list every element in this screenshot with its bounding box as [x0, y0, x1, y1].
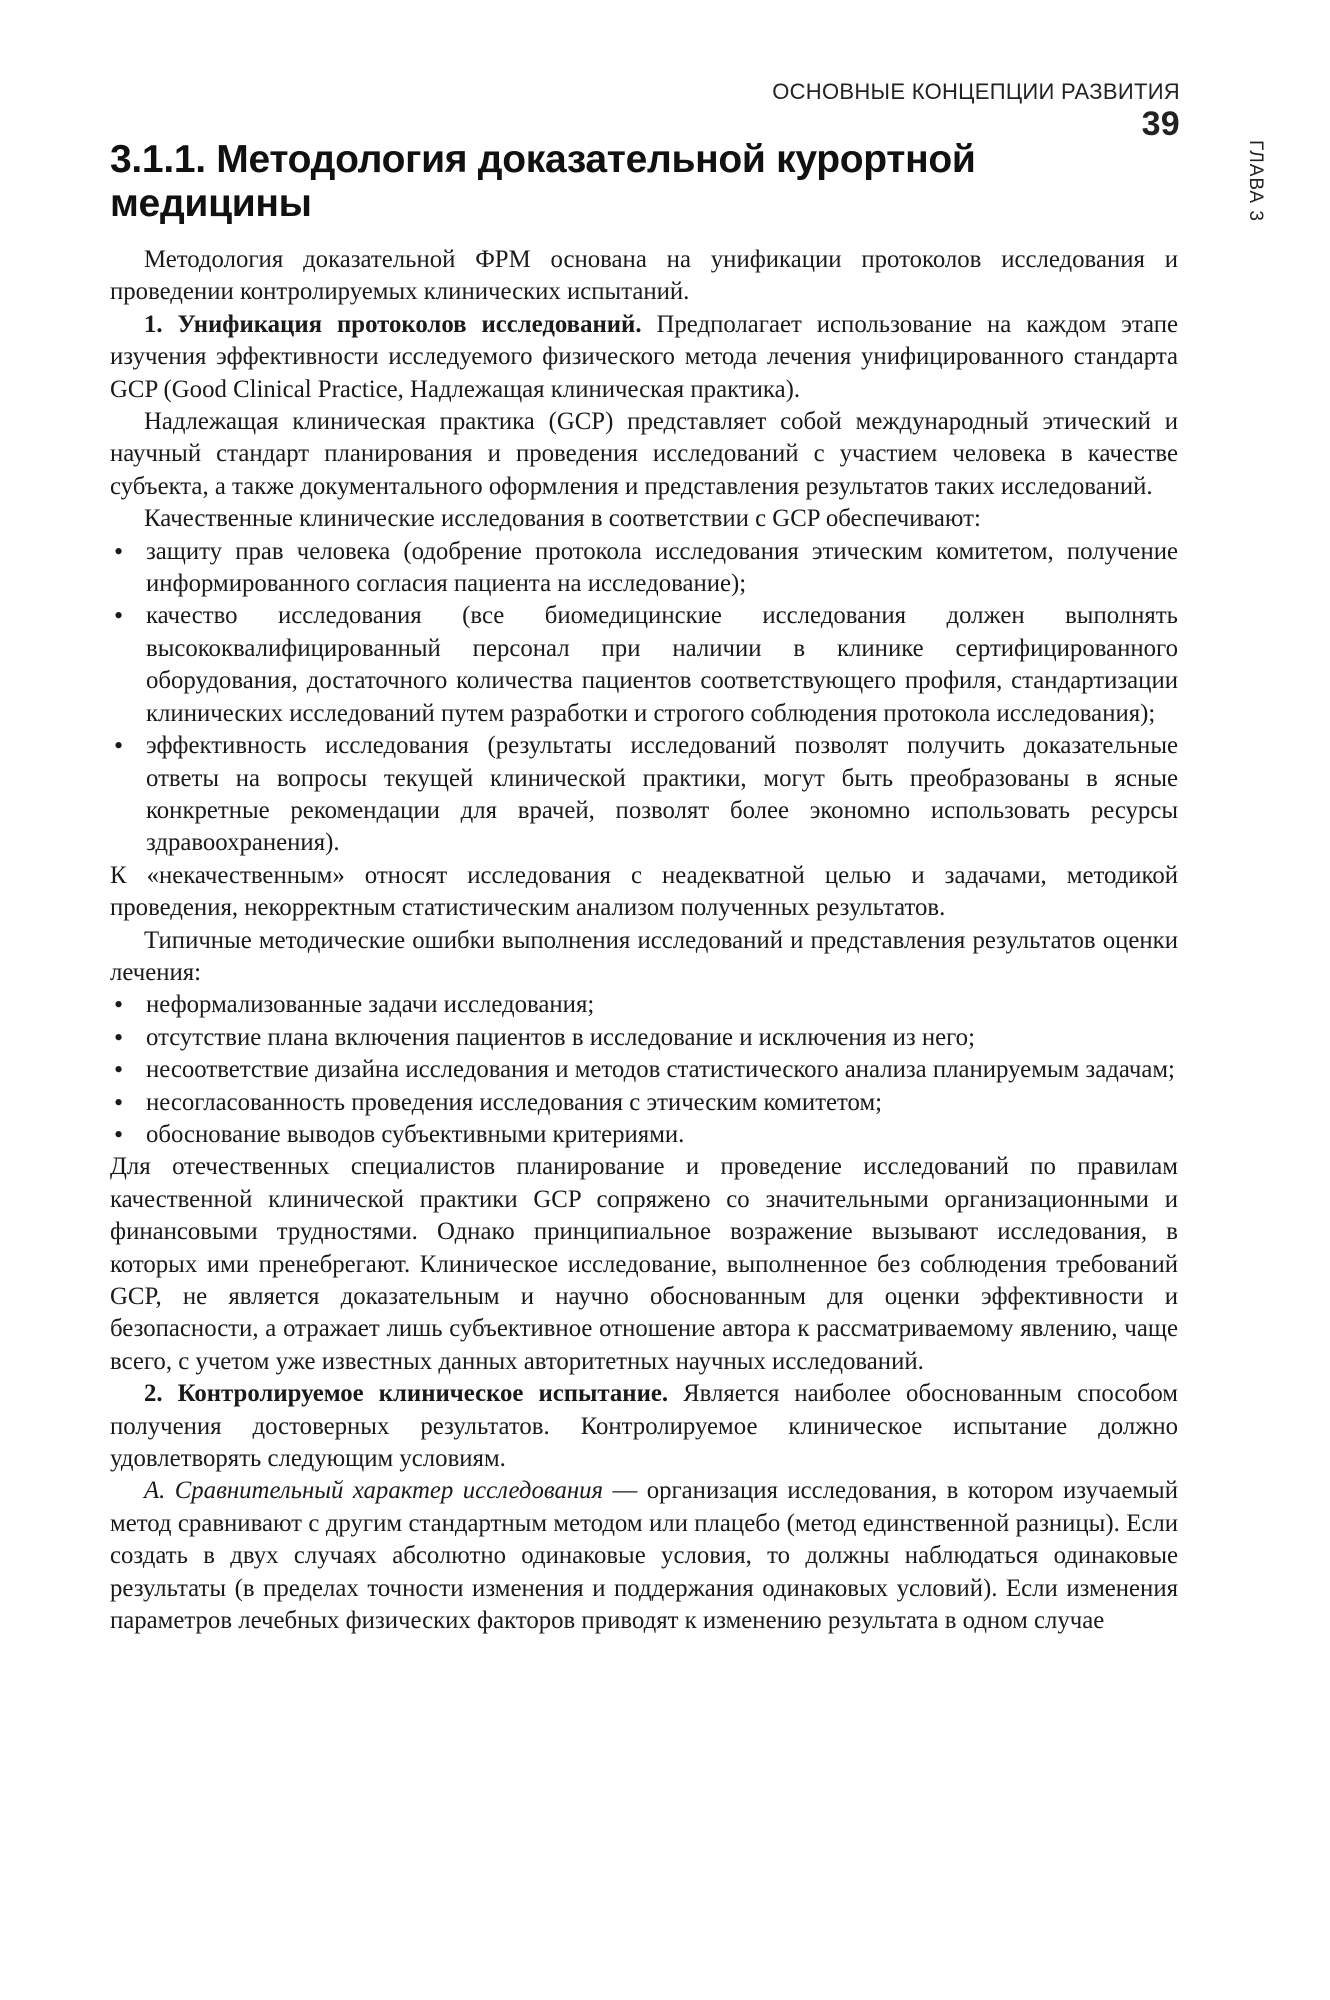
item-2-label: 2. Контролируемое клиническое испытание.	[144, 1380, 669, 1408]
page-number: 39	[1141, 105, 1180, 144]
gcp-definition-paragraph: Надлежащая клиническая практика (GCP) представляет собой международный этический и научный стандарт планирования и проведения исследований с участием человека в качестве субъекта, а также документального оформления и представления результатов таких исследований.	[110, 408, 1178, 500]
chapter-side-tab-label: ГЛАВА 3	[1245, 140, 1266, 222]
item-2-paragraph	[110, 1378, 1178, 1475]
running-header	[700, 78, 1180, 144]
item-a-paragraph	[110, 1475, 1178, 1637]
errors-intro-paragraph: Типичные методические ошибки выполнения исследований и представления результатов оценки лечения:	[110, 926, 1178, 986]
item-a-label: А. Сравнительный характер исследования	[144, 1477, 604, 1505]
chapter-side-tab	[1244, 140, 1274, 240]
list-item: • качество исследования (все биомедицинские исследования должен выполнять высококвалифицированный персонал при наличии в клинике сертифицированного оборудования, достаточного количества пациентов соответствующего профиля, стандартизации клинических исследований путем разработки и строгого соблюдения протокола исследования);	[110, 600, 1178, 730]
quality-intro-paragraph: Качественные клинические исследования в соответствии с GCP обеспечивают:	[144, 505, 981, 533]
item-1-label: 1. Унификация протоколов исследований.	[144, 310, 642, 338]
list-item: • несогласованность проведения исследования с этическим комитетом;	[110, 1087, 1178, 1119]
intro-paragraph: Методология доказательной ФРМ основана на унификации протоколов исследования и проведении контролируемых клинических испытаний.	[110, 246, 1178, 306]
list-item: • неформализованные задачи исследования;	[110, 989, 1178, 1021]
list-item: • эффективность исследования (результаты исследований позволят получить доказательные ответы на вопросы текущей клинической практики, могут быть преобразованы в ясные конкретные рекомендации для врачей, позволят более экономно использовать ресурсы здравоохранения).	[110, 730, 1178, 860]
item-2-text: Является наиболее обоснованным способом получения достоверных результатов. Контролируемое клиническое испытание должно удовлетворять следующим условиям.	[110, 1380, 1178, 1473]
poor-quality-paragraph: К «некачественным» относят исследования с неадекватной целью и задачами, методикой проведения, некорректным статистическим анализом полученных результатов.	[110, 861, 1178, 922]
item-1-text: Предполагает использование на каждом этапе изучения эффективности исследуемого физического метода лечения унифицированного стандарта GCP (Good Clinical Practice, Надлежащая клиническая практика).	[110, 310, 1178, 403]
section-heading: 3.1.1. Методология доказательной курортной медицины	[110, 138, 976, 225]
running-title: ОСНОВНЫЕ КОНЦЕПЦИИ РАЗВИТИЯ	[772, 79, 1180, 105]
page-body	[110, 138, 1178, 1637]
list-item: • защиту прав человека (одобрение протокола исследования этическим комитетом, получение информированного согласия пациента на исследование);	[110, 536, 1178, 601]
errors-list	[110, 989, 1178, 1151]
list-item: • несоответствие дизайна исследования и методов статистического анализа планируемым задачам;	[110, 1054, 1178, 1086]
item-a-text: — организация исследования, в котором изучаемый метод сравнивают с другим стандартным методом или плацебо (метод единственной разницы). Если создать в двух случаях абсолютно одинаковые условия, то должны наблюдаться одинаковые результаты (в пределах точности изменения и поддержания одинаковых условий). Если изменения параметров лечебных физических факторов приводят к изменению результата в одном случае	[110, 1477, 1178, 1635]
item-1-paragraph	[110, 309, 1178, 406]
list-item: • отсутствие плана включения пациентов в исследование и исключения из него;	[110, 1022, 1178, 1054]
list-item: • обоснование выводов субъективными критериями.	[110, 1119, 1178, 1151]
quality-list	[110, 536, 1178, 860]
domestic-paragraph: Для отечественных специалистов планирование и проведение исследований по правилам качественной клинической практики GCP сопряжено со значительными организационными и финансовыми трудностями. Однако принципиальное возражение вызывают исследования, в которых ими пренебрегают. Клиническое исследование, выполненное без соблюдения требований GCP, не является доказательным и научно обоснованным для оценки эффективности и безопасности, а отражает лишь субъективное отношение автора к рассматриваемому явлению, чаще всего, с учетом уже известных данных авторитетных научных исследований.	[110, 1153, 1178, 1375]
